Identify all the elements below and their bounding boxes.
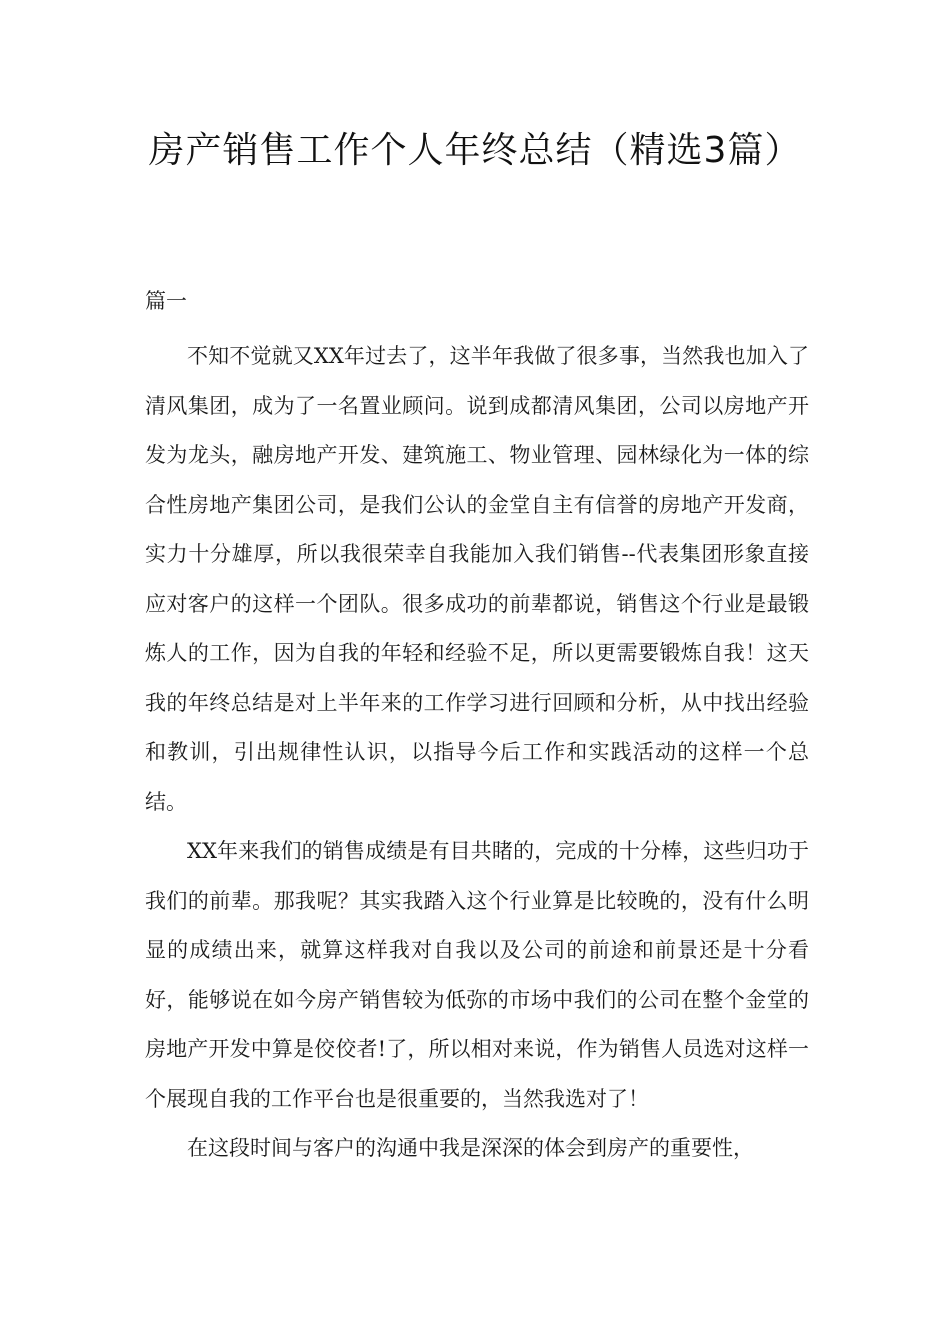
- document-title: 房产销售工作个人年终总结（精选3篇）: [148, 130, 802, 171]
- paragraph-2: XX年来我们的销售成绩是有目共睹的，完成的十分棒，这些归功于我们的前辈。那我呢？其实我踏入这个行业算是比较晚的，没有什么明显的成绩出来，就算这样我对自我以及公司的前途和前景还是十分看好，能够说在如今房产销售较为低弥的市场中我们的公司在整个金堂的房地产开发中算是佼佼者!了，所以相对来说，作为销售人员选对这样一个展现自我的工作平台也是很重要的，当然我选对了！: [145, 839, 809, 1111]
- document-body: [145, 332, 809, 1174]
- paragraph-1: 不知不觉就又XX年过去了，这半年我做了很多事，当然我也加入了清风集团，成为了一名置业顾问。说到成都清风集团，公司以房地产开发为龙头，融房地产开发、建筑施工、物业管理、园林绿化为一体的综合性房地产集团公司，是我们公认的金堂自主有信誉的房地产开发商，实力十分雄厚，所以我很荣幸自我能加入我们销售--代表集团形象直接应对客户的这样一个团队。很多成功的前辈都说，销售这个行业是最锻炼人的工作，因为自我的年轻和经验不足，所以更需要锻炼自我！这天我的年终总结是对上半年来的工作学习进行回顾和分析，从中找出经验和教训，引出规律性认识，以指导今后工作和实践活动的这样一个总结。: [145, 344, 809, 814]
- paragraph-3: 在这段时间与客户的沟通中我是深深的体会到房产的重要性，: [187, 1136, 754, 1160]
- section-label: 篇一: [145, 289, 187, 313]
